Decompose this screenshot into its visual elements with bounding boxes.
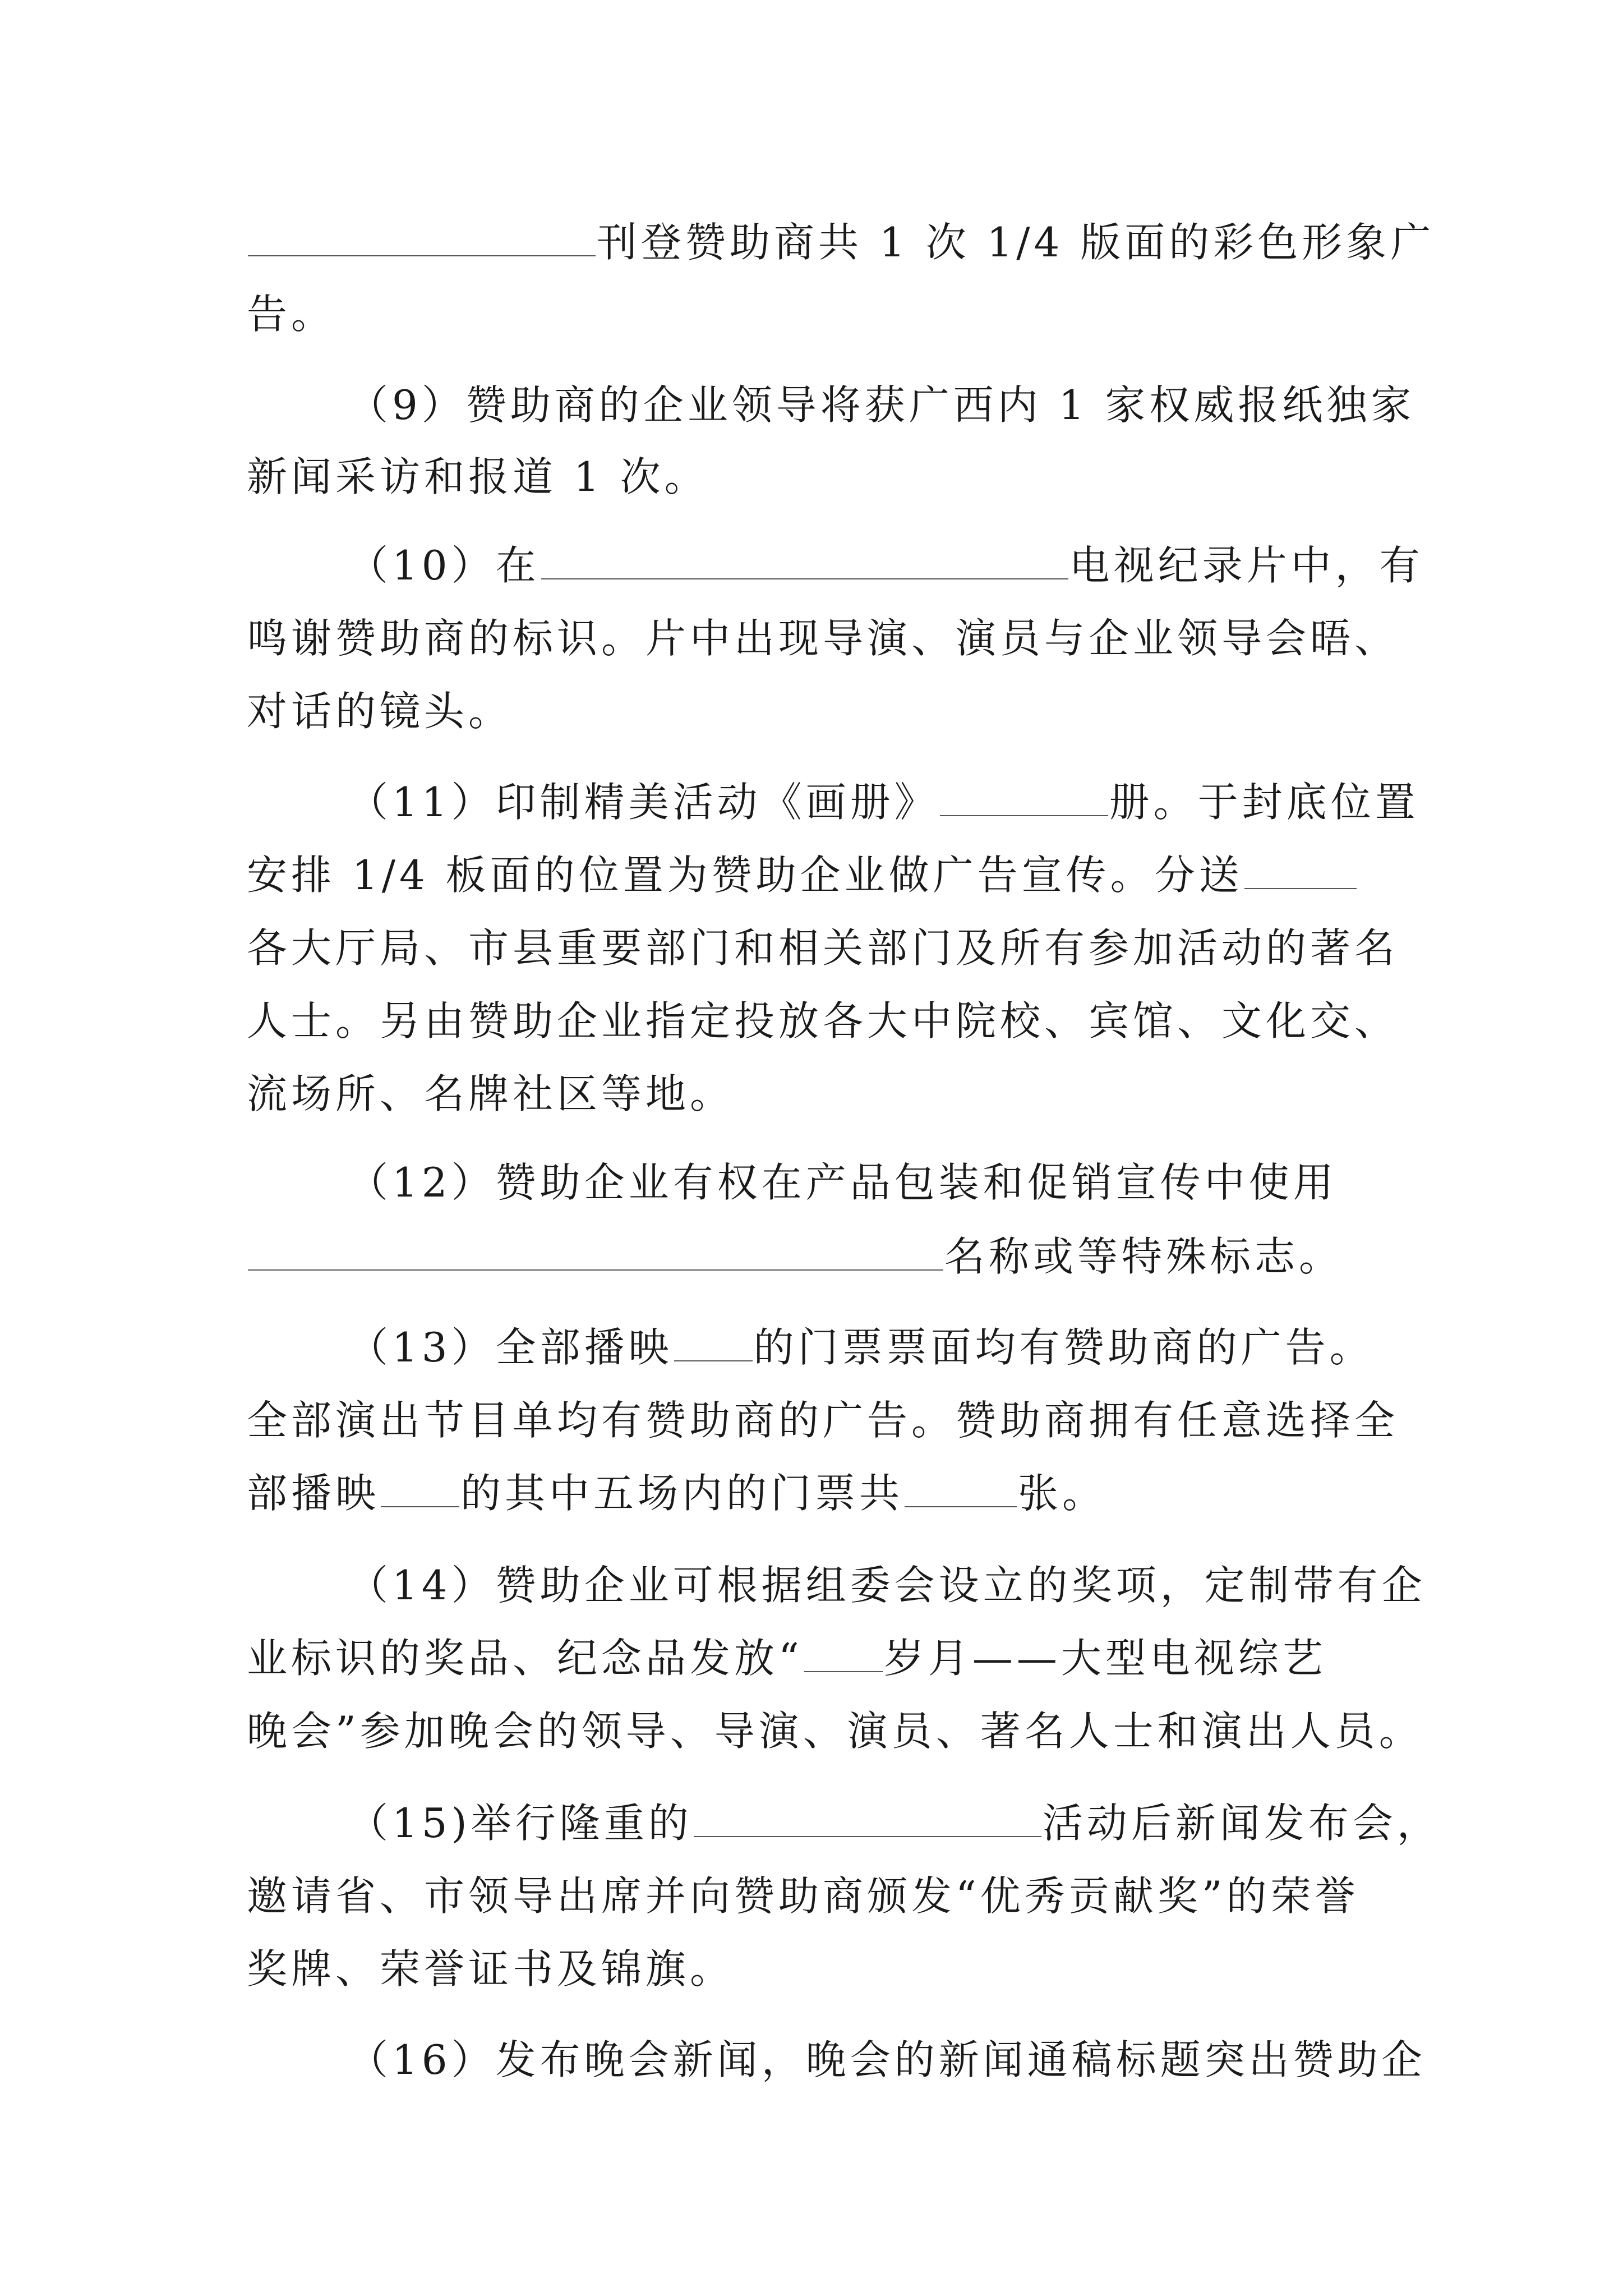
text-line-19: 业标识的奖品、纪念品发放“ 岁月——大型电视综艺 — [247, 1625, 1327, 1692]
text-line-24: （16）发布晚会新闻，晚会的新闻通稿标题突出赞助企 — [348, 2036, 1426, 2083]
text-line-18: （14）赞助企业可根据组委会设立的奖项，定制带有企 — [348, 1562, 1426, 1609]
text-line-23: 奖牌、荣誉证书及锦旗。 — [247, 1945, 735, 1993]
text-line-13: （12）赞助企业有权在产品包装和促销宣传中使用 — [348, 1159, 1338, 1206]
text-line-14: 名称或等特殊标志。 — [247, 1223, 1343, 1290]
text-line-7: 对话的镜头。 — [247, 688, 513, 735]
text-line-15: （13）全部播映 的门票票面均有赞助商的广告。 — [348, 1314, 1374, 1381]
blank-field — [674, 1321, 753, 1361]
blank-field — [694, 1797, 1041, 1837]
text-line-2: 告。 — [247, 291, 336, 338]
blank-field — [381, 1467, 459, 1507]
blank-field — [248, 1230, 943, 1271]
text-line-10: 各大厅局、市县重要部门和相关部门及所有参加活动的著名 — [247, 924, 1399, 972]
blank-field — [804, 1632, 883, 1672]
text-line-5: （10）在 电视纪录片中，有 — [348, 532, 1424, 599]
text-line-1: 刊登赞助商共 1 次 1/4 版面的彩色形象广 — [247, 209, 1435, 276]
blank-field — [905, 1467, 1017, 1507]
text-line-16: 全部演出节目单均有赞助商的广告。赞助商拥有任意选择全 — [247, 1397, 1399, 1444]
text-line-21: （15)举行隆重的 活动后新闻发布会， — [348, 1789, 1441, 1857]
blank-field — [248, 216, 596, 256]
blank-field — [1244, 849, 1357, 889]
text-line-4: 新闻采访和报道 1 次。 — [247, 453, 709, 500]
text-line-22: 邀请省、市领导出席并向赞助商颁发“优秀贡献奖”的荣誉 — [247, 1872, 1359, 1920]
text-line-6: 鸣谢赞助商的标识。片中出现导演、演员与企业领导会晤、 — [247, 615, 1399, 662]
text-line-20: 晚会”参加晚会的领导、导演、演员、著名人士和演出人员。 — [247, 1708, 1423, 1755]
text-line-8: （11）印制精美活动《画册》 册。于封底位置 — [348, 769, 1419, 836]
blank-field — [541, 539, 1068, 579]
text-line-12: 流场所、名牌社区等地。 — [247, 1070, 735, 1117]
text-line-9: 安排 1/4 板面的位置为赞助企业做广告宣传。分送 — [247, 841, 1358, 909]
text-line-17: 部播映 的其中五场内的门票共 张。 — [247, 1460, 1106, 1527]
text-line-3: （9）赞助商的企业领导将获广西内 1 家权威报纸独家 — [348, 381, 1415, 429]
blank-field — [940, 776, 1108, 816]
text-line-11: 人士。另由赞助企业指定投放各大中院校、宾馆、文化交、 — [247, 997, 1399, 1045]
